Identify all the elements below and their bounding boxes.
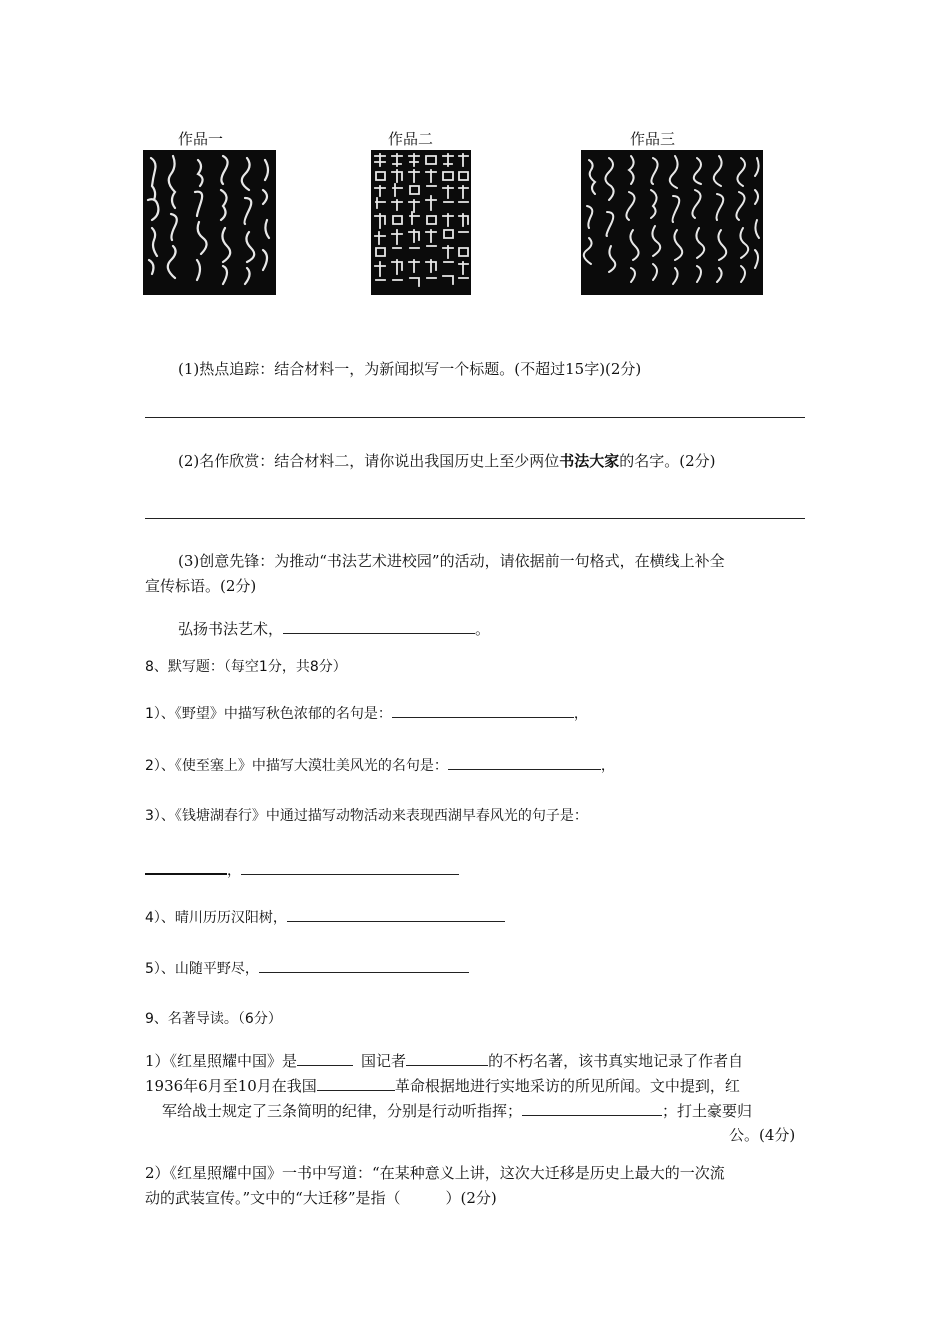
q8-item-3-blanks: [145, 857, 459, 882]
q8-item-3-comma: ，: [227, 863, 241, 879]
q9-p1-line1: [145, 1049, 743, 1072]
q9-title: 9、名著导读。（6分）: [145, 1011, 282, 1027]
calligraphy-image-2: [371, 150, 471, 295]
artwork-1-caption: 作品一: [178, 130, 224, 148]
q9-blank-base[interactable]: [317, 1074, 395, 1091]
q7-part1-answer-line[interactable]: [145, 417, 805, 418]
q7-part1-text: (1)热点追踪：结合材料一，为新闻拟写一个标题。(不超过15字)(2分): [178, 360, 642, 378]
q9-blank-nationality[interactable]: [297, 1049, 353, 1066]
q9-blank-discipline[interactable]: [522, 1099, 662, 1116]
q8-item-4-text: 4）、晴川历历汉阳树，: [145, 910, 287, 926]
q9-blank-author[interactable]: [406, 1049, 488, 1066]
q7-part2-answer-line[interactable]: [145, 518, 805, 519]
q7-slogan-post: 。: [475, 620, 491, 638]
q9-p2-line2: 动的武装宣传。”文中的“大迁移”是指（ ）(2分): [145, 1189, 497, 1207]
q9-p1-text-c: 的不朽名著，该书真实地记录了作者自: [488, 1052, 744, 1070]
q8-item-4: [145, 905, 505, 929]
artwork-3-caption: 作品三: [630, 130, 676, 148]
calligraphy-image-3: [581, 150, 763, 295]
q7-part3-line1: (3)创意先锋：为推动“书法艺术进校园”的活动，请依据前一句格式，在横线上补全: [178, 552, 725, 570]
artwork-2-caption: 作品二: [388, 130, 434, 148]
q7-slogan-pre: 弘扬书法艺术，: [178, 620, 284, 638]
q7-part3-line2: 宣传标语。(2分): [145, 577, 257, 595]
q9-p2-line1: 2）《红星照耀中国》一书中写道：“在某种意义上讲，这次大迁移是历史上最大的一次流: [145, 1164, 725, 1182]
q9-p1-text-b: 国记者: [361, 1052, 407, 1070]
q9-p1-text-a: 1）《红星照耀中国》是: [145, 1052, 298, 1070]
q7-part2-text: [178, 450, 716, 472]
q9-p1-line4: 公。(4分): [729, 1126, 796, 1144]
q7-part2-pre: (2)名作欣赏：结合材料二，请你说出我国历史上至少两位: [178, 452, 560, 470]
q9-p1-line3-text-b: ；打土豪要归: [662, 1102, 753, 1120]
q8-item-5: [145, 956, 469, 980]
q8-title: 8、默写题：（每空1分，共8分）: [145, 659, 347, 675]
q7-part2-bold: 书法大家: [559, 452, 620, 470]
q9-p1-line3: [162, 1099, 752, 1122]
calligraphy-image-1: [143, 150, 276, 295]
q7-part2-post: 的名字。(2分): [619, 452, 716, 470]
q8-item-2-blank[interactable]: [448, 753, 601, 770]
q8-item-3-blank-a[interactable]: [145, 857, 227, 875]
q9-p1-line2-text-a: 1936年6月至10月在我国: [145, 1077, 317, 1095]
q8-item-1-post: ，: [573, 706, 588, 722]
q8-item-5-blank[interactable]: [259, 956, 469, 973]
q8-item-3: 3）、《钱塘湖春行》中通过描写动物活动来表现西湖早春风光的句子是：: [145, 808, 588, 824]
q8-item-2-text: 2）、《使至塞上》中描写大漠壮美风光的名句是：: [145, 758, 448, 774]
q8-item-5-text: 5）、山随平野尽，: [145, 961, 259, 977]
q8-item-3-blank-b[interactable]: [241, 858, 459, 875]
q9-p1-line2: [145, 1074, 740, 1097]
q9-p1-line3-text-a: 军给战士规定了三条简明的纪律，分别是行动听指挥；: [162, 1102, 523, 1120]
q9-p1-line2-text-b: 革命根据地进行实地采访的所见所闻。文中提到，红: [394, 1077, 740, 1095]
q8-item-2: [145, 753, 615, 777]
q7-slogan: [178, 617, 490, 640]
q8-item-2-post: ，: [600, 758, 615, 774]
q7-slogan-blank[interactable]: [283, 617, 475, 634]
q8-item-4-blank[interactable]: [287, 905, 505, 922]
q8-item-1-blank[interactable]: [392, 701, 574, 718]
q8-item-1: [145, 701, 588, 725]
q8-item-1-text: 1）、《野望》中描写秋色浓郁的名句是：: [145, 706, 392, 722]
